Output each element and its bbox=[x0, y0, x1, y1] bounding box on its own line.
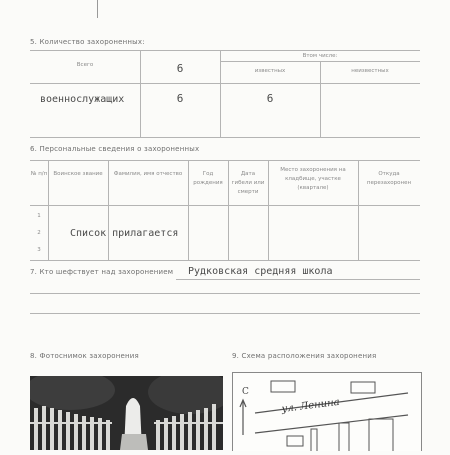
s7-underline-2 bbox=[30, 293, 420, 294]
s7-underline-1 bbox=[176, 279, 420, 280]
s5-col-known: известных bbox=[254, 68, 286, 74]
s6-header-border bbox=[30, 205, 420, 206]
s5-col-unknown: неизвестных bbox=[351, 68, 389, 74]
section-9-title: 9. Схема расположения захоронения bbox=[232, 352, 377, 360]
s5-bottom-border bbox=[30, 137, 420, 138]
burial-photo bbox=[30, 376, 223, 450]
burial-photo-image bbox=[30, 376, 223, 450]
s5-col-total: Всего bbox=[76, 62, 94, 68]
section-6-title: 6. Персональные сведения о захороненных bbox=[30, 145, 200, 153]
s6-vline-2 bbox=[108, 160, 109, 260]
s7-value: Рудковская средняя школа bbox=[188, 266, 333, 277]
s5-row-label: военнослужащих bbox=[40, 94, 125, 105]
s6-bottom-border bbox=[30, 260, 420, 261]
s6-vline-6 bbox=[358, 160, 359, 260]
section-8-title: 8. Фотоснимок захоронения bbox=[30, 352, 139, 360]
s6-header-death: Дата гибели или смерти bbox=[231, 171, 265, 195]
s6-row-number-3: 3 bbox=[37, 247, 41, 253]
s6-vline-4 bbox=[228, 160, 229, 260]
s6-header-name: Фамилия, имя отчество bbox=[113, 171, 183, 177]
section-7-title: 7. Кто шефствует над захоронением bbox=[30, 268, 174, 276]
s6-header-birth: Год рождения bbox=[193, 171, 223, 186]
s6-header-number: № п/п bbox=[30, 171, 48, 177]
s6-row-number-2: 2 bbox=[37, 230, 41, 236]
s6-list-note: Список прилагается bbox=[70, 228, 179, 239]
s6-top-border bbox=[30, 160, 420, 161]
top-mark bbox=[97, 0, 98, 18]
s5-row-known: 6 bbox=[266, 92, 274, 105]
s5-top-border bbox=[30, 50, 420, 51]
section-5-title: 5. Количество захороненных: bbox=[30, 38, 145, 46]
s7-underline-3 bbox=[30, 313, 420, 314]
s5-header-border bbox=[30, 83, 420, 84]
s6-header-rank: Воинское звание bbox=[53, 171, 103, 177]
burial-scheme bbox=[232, 372, 422, 451]
scheme-north-label: С bbox=[242, 387, 249, 397]
s6-vline-5 bbox=[268, 160, 269, 260]
s6-vline-3 bbox=[188, 160, 189, 260]
s5-row-total: 6 bbox=[176, 92, 184, 105]
burial-scheme-drawing bbox=[233, 373, 421, 451]
s6-vline-1 bbox=[48, 160, 49, 260]
s6-header-origin: Откуда перезахоронен bbox=[366, 171, 412, 186]
s5-total-value: 6 bbox=[176, 62, 184, 75]
scheme-street-label: ул. Ленина bbox=[281, 396, 341, 415]
s6-row-number-1: 1 bbox=[37, 213, 41, 219]
s5-col-including: Втом числе: bbox=[302, 53, 338, 59]
s6-header-place: Место захоронения на кладбище, участке (квартале) bbox=[280, 167, 346, 191]
